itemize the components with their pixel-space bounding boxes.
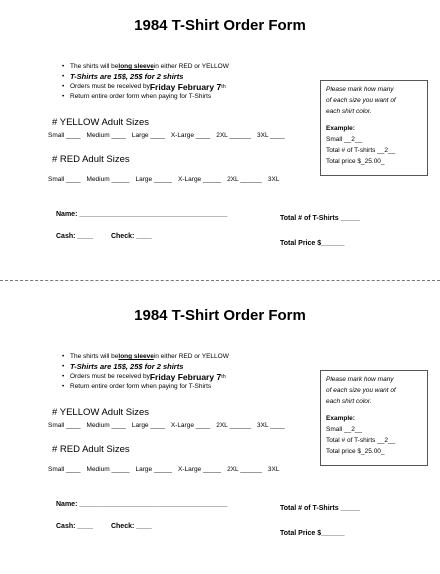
red-3xl-field[interactable]: 3XL — [267, 466, 280, 473]
bullet-icon: • — [62, 83, 65, 90]
yellow-xlarge-field[interactable]: X-Large ____ — [170, 422, 211, 429]
total-shirts-field[interactable]: Total # of T-Shirts _____ — [280, 215, 361, 222]
red-medium-field[interactable]: Medium _____ — [86, 466, 130, 473]
total-shirts-field[interactable]: Total # of T-Shirts _____ — [280, 505, 361, 512]
payment-row — [56, 233, 152, 240]
bullet-icon: • — [62, 93, 65, 100]
bullet-return: • Return entire order form when paying for T-Shirts — [62, 383, 212, 390]
bullet-icon: • — [62, 373, 65, 380]
yellow-sizes-row — [48, 132, 291, 139]
instructions-box: Please mark how many of each size you want of each shirt color. Example: Small __2__ Total # of T-shirts __2__ Total price $_25.00_ — [320, 370, 428, 466]
red-medium-field[interactable]: Medium _____ — [86, 176, 130, 183]
info-bullets — [62, 62, 229, 102]
bullet-sleeve: • The shirts will be long sleeve in either RED or YELLOW — [62, 353, 229, 360]
red-xlarge-field[interactable]: X-Large _____ — [178, 466, 222, 473]
total-price-field[interactable]: Total Price $______ — [280, 240, 345, 247]
red-small-field[interactable]: Small ____ — [48, 176, 81, 183]
total-price-field[interactable]: Total Price $______ — [280, 530, 345, 537]
yellow-small-field[interactable]: Small ____ — [48, 132, 81, 139]
bullet-icon: • — [62, 363, 65, 370]
yellow-sizes-row — [48, 422, 291, 429]
red-large-field[interactable]: Large _____ — [135, 176, 173, 183]
red-sizes-header: # RED Adult Sizes — [52, 154, 130, 165]
bullet-sleeve: • The shirts will be long sleeve in either RED or YELLOW — [62, 63, 229, 70]
yellow-2xl-field[interactable]: 2XL ______ — [216, 132, 252, 139]
red-xlarge-field[interactable]: X-Large _____ — [178, 176, 222, 183]
order-form-top — [0, 0, 440, 284]
red-sizes-row — [48, 176, 285, 183]
red-2xl-field[interactable]: 2XL ______ — [227, 176, 262, 183]
cash-field[interactable]: Cash: ____ — [56, 523, 93, 530]
yellow-3xl-field[interactable]: 3XL ____ — [257, 422, 285, 429]
form-title: 1984 T-Shirt Order Form — [134, 307, 306, 324]
payment-row — [56, 523, 152, 530]
yellow-sizes-header: # YELLOW Adult Sizes — [52, 117, 149, 128]
yellow-2xl-field[interactable]: 2XL ______ — [216, 422, 252, 429]
bullet-price: • T-Shirts are 15$, 25$ for 2 shirts — [62, 72, 184, 81]
instructions-box: Please mark how many of each size you want of each shirt color. Example: Small __2__ Total # of T-shirts __2__ Total price $_25.00_ — [320, 80, 428, 176]
check-field[interactable]: Check: ____ — [110, 233, 152, 240]
bullet-icon: • — [62, 73, 65, 80]
bullet-price: • T-Shirts are 15$, 25$ for 2 shirts — [62, 362, 184, 371]
info-bullets — [62, 352, 229, 392]
bullet-deadline: • Orders must be received by Friday February 7 th — [62, 372, 226, 382]
bullet-icon: • — [62, 353, 65, 360]
yellow-large-field[interactable]: Large ____ — [131, 132, 165, 139]
red-sizes-row — [48, 466, 285, 473]
form-title: 1984 T-Shirt Order Form — [134, 17, 306, 34]
bullet-icon: • — [62, 383, 65, 390]
bullet-deadline: • Orders must be received by Friday February 7 th — [62, 82, 226, 92]
yellow-medium-field[interactable]: Medium ____ — [86, 422, 126, 429]
bullet-return: • Return entire order form when paying for T-Shirts — [62, 93, 212, 100]
yellow-3xl-field[interactable]: 3XL ____ — [257, 132, 285, 139]
cut-line — [0, 280, 440, 281]
check-field[interactable]: Check: ____ — [110, 523, 152, 530]
red-2xl-field[interactable]: 2XL ______ — [227, 466, 262, 473]
yellow-sizes-header: # YELLOW Adult Sizes — [52, 407, 149, 418]
red-large-field[interactable]: Large _____ — [135, 466, 173, 473]
name-field[interactable]: Name: ______________________________________ — [56, 211, 228, 218]
yellow-large-field[interactable]: Large ____ — [131, 422, 165, 429]
yellow-xlarge-field[interactable]: X-Large ____ — [170, 132, 211, 139]
cash-field[interactable]: Cash: ____ — [56, 233, 93, 240]
order-form-bottom — [0, 290, 440, 574]
red-3xl-field[interactable]: 3XL — [267, 176, 280, 183]
red-sizes-header: # RED Adult Sizes — [52, 444, 130, 455]
bullet-icon: • — [62, 63, 65, 70]
yellow-small-field[interactable]: Small ____ — [48, 422, 81, 429]
red-small-field[interactable]: Small ____ — [48, 466, 81, 473]
name-field[interactable]: Name: ______________________________________ — [56, 501, 228, 508]
yellow-medium-field[interactable]: Medium ____ — [86, 132, 126, 139]
